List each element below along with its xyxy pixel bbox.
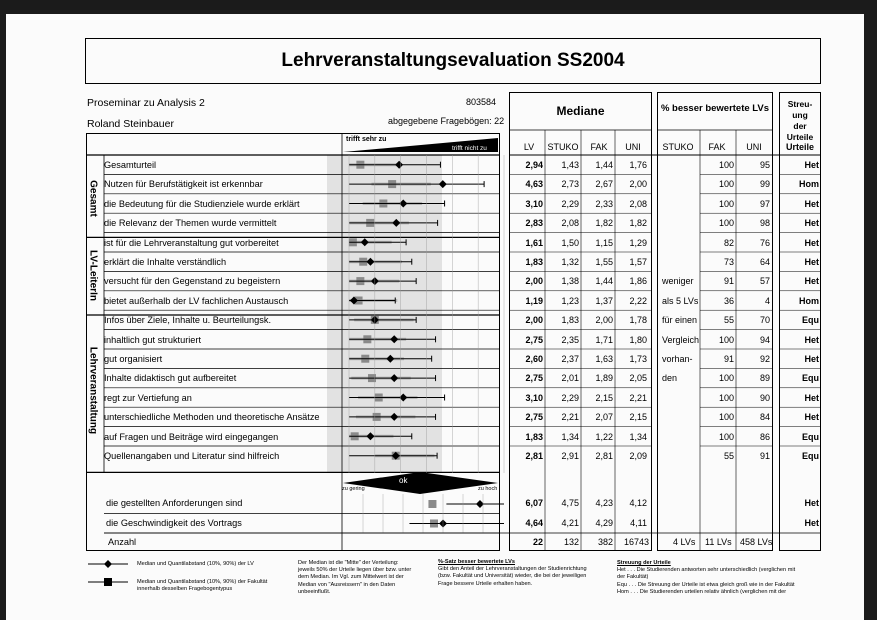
median-uni: 1,29 (629, 237, 647, 248)
median-lv: 2,81 (525, 451, 543, 461)
load-item-label: die gestellten Anforderungen sind (106, 498, 243, 508)
median-stuko: 2,37 (561, 354, 579, 364)
median-fak: 2,00 (595, 315, 613, 326)
pct-fak: 55 (723, 451, 734, 461)
load-item-label: die Geschwindigkeit des Vortrags (106, 517, 242, 528)
col-urteile: Urteile (785, 142, 814, 152)
spread-value: Het (804, 412, 819, 423)
spread-value: Het (804, 354, 819, 364)
pct-uni: 4 (764, 295, 770, 306)
median-fak: 2,15 (595, 392, 613, 403)
spread-value: Het (804, 160, 819, 170)
median-uni: 1,82 (629, 218, 647, 229)
median-lv: 1,83 (525, 431, 543, 442)
item-label: auf Fragen und Beiträge wird eingegangen (104, 431, 279, 442)
item-label: Quellenangaben und Literatur sind hilfreich (104, 451, 280, 461)
median-lv: 2,75 (525, 373, 543, 384)
median-stuko: 2,08 (561, 218, 579, 229)
median-fak: 1,15 (595, 237, 613, 248)
pct-uni: 84 (759, 412, 770, 423)
ok-left: zu gering (342, 486, 365, 492)
pct-fak: 91 (723, 276, 734, 287)
item-label: versucht für den Gegenstand zu begeistern (104, 276, 281, 287)
median-lv: 3,10 (525, 198, 543, 209)
item-label: Gesamturteil (104, 160, 157, 170)
pct-uni: 76 (759, 237, 770, 248)
pct-fak: 100 (718, 179, 734, 190)
median-stuko: 2,73 (561, 179, 579, 190)
legend-median-line: unbeeinflußt. (298, 588, 331, 595)
pct-fak: 91 (723, 354, 734, 364)
col-stuko: STUKO (547, 142, 579, 152)
lv-median-marker (476, 500, 484, 508)
spread-value: Het (804, 218, 819, 229)
legend-percent-line: (bzw. Fakultät und Universität) wieder, die bei der jeweiligen (438, 573, 587, 580)
median-uni: 4,12 (629, 498, 647, 508)
median-fak: 1,71 (595, 334, 613, 345)
legend-spread (617, 560, 795, 596)
pct-uni: 70 (759, 315, 770, 326)
spread-value: Het (804, 392, 819, 403)
median-lv: 2,94 (525, 160, 543, 170)
spread-value: Het (804, 237, 819, 248)
median-stuko: 1,50 (561, 237, 579, 248)
group-gesamt: Gesamt (87, 180, 99, 217)
legend-spread-line: Equ . . . Die Streuung der Urteile ist etwa gleich groß wie in der Fakultät (617, 581, 795, 588)
pct-fak: 100 (718, 431, 734, 442)
ok-mid: ok (399, 476, 408, 485)
ok-right: zu hoch (478, 486, 498, 492)
pct-stuko: weniger (662, 276, 694, 287)
count-lv: 22 (532, 537, 543, 547)
median-uni: 2,15 (629, 412, 647, 423)
count-label: Anzahl (108, 537, 137, 547)
item-label: inhaltlich gut strukturiert (104, 334, 202, 345)
spread-value: Het (804, 498, 819, 508)
scale-right-label: trifft nicht zu (452, 145, 487, 152)
median-lv: 2,60 (525, 354, 543, 364)
scale-left-label: trifft sehr zu (346, 136, 387, 143)
pct-stuko: als 5 LVs (662, 295, 699, 306)
pct-uni: 91 (759, 451, 770, 461)
count-stuko: 132 (563, 537, 579, 547)
median-uni: 2,21 (629, 392, 647, 403)
count-fak: 382 (597, 537, 613, 547)
median-uni: 1,80 (629, 334, 647, 345)
median-stuko: 1,34 (561, 431, 579, 442)
median-uni: 1,78 (629, 315, 647, 326)
median-fak: 2,33 (595, 198, 613, 209)
pct-uni: 89 (759, 373, 770, 384)
median-fak: 4,29 (595, 517, 613, 528)
median-fak: 1,63 (595, 354, 613, 364)
legend-lv-marker (104, 560, 112, 568)
count-pstuko: 4 LVs (673, 537, 696, 547)
count-pfak: 11 LVs (705, 537, 732, 547)
legend-percent-line: Frage bessere Urteile erhalten haben. (438, 580, 533, 587)
median-uni: 1,57 (629, 257, 647, 267)
median-lv: 4,63 (525, 179, 543, 190)
item-label: erklärt die Inhalte verständlich (104, 257, 227, 267)
median-uni: 1,86 (629, 276, 647, 287)
legend-fak-line2: innerhalb desselben Fragebogentypus (137, 586, 233, 593)
legend-spread-line: der Fakultät) (617, 574, 649, 581)
pct-fak: 100 (718, 198, 734, 209)
median-stuko: 1,43 (561, 160, 579, 170)
pct-uni: 95 (759, 160, 770, 170)
col-uni: UNI (625, 142, 641, 152)
item-label: Inhalte didaktisch gut aufbereitet (104, 373, 237, 384)
median-stuko: 1,38 (561, 276, 579, 287)
median-fak: 1,82 (595, 218, 613, 229)
lecturer-name: Roland Steinbauer (87, 118, 174, 130)
legend-percent (438, 559, 587, 588)
median-stuko: 2,01 (561, 373, 579, 384)
pct-fak: 82 (723, 237, 734, 248)
pct-fak: 100 (718, 392, 734, 403)
median-uni: 2,00 (629, 179, 647, 190)
pct-uni: 64 (759, 257, 770, 267)
median-lv: 2,00 (525, 276, 543, 287)
pct-fak: 100 (718, 160, 734, 170)
col-fak: FAK (590, 142, 608, 152)
course-code: 803584 (466, 97, 497, 107)
median-stuko: 2,21 (561, 412, 579, 423)
pct-stuko: vorhan- (662, 354, 693, 364)
median-lv: 6,07 (525, 498, 543, 508)
pct-uni: 97 (759, 198, 770, 209)
spread-value: Het (804, 517, 819, 528)
spread-value: Het (804, 198, 819, 209)
pct-fak: 100 (718, 373, 734, 384)
pct-fak: 100 (718, 334, 734, 345)
submitted-count: abgegebene Fragebögen: 22 (388, 116, 505, 126)
legend-median-line: dem Median. Im Vgl. zum Mittelwert ist der (298, 574, 404, 581)
item-label: Nutzen für Berufstätigkeit ist erkennbar (104, 179, 263, 190)
legend-median-line: Median von "Ausreissern" in den Daten (298, 581, 396, 588)
median-lv: 3,10 (525, 392, 543, 403)
spread-header-line: Urteile (786, 132, 814, 142)
pct-uni: 98 (759, 218, 770, 229)
item-label: gut organisiert (104, 354, 163, 364)
spread-value: Equ (802, 315, 819, 326)
median-fak: 2,07 (595, 412, 613, 423)
spread-value: Het (804, 257, 819, 267)
median-fak: 1,55 (595, 257, 613, 267)
median-stuko: 2,29 (561, 198, 579, 209)
page-title: Lehrveranstaltungsevaluation SS2004 (85, 38, 821, 84)
median-uni: 2,08 (629, 198, 647, 209)
median-uni: 2,09 (629, 451, 647, 461)
pct-fak: 73 (723, 257, 734, 267)
median-uni: 1,34 (629, 431, 647, 442)
median-fak: 1,37 (595, 295, 613, 306)
spread-header-line: ung (792, 110, 808, 120)
pct-uni: 57 (759, 276, 770, 287)
group-lv-leiterin: LV-LeiterIn (87, 250, 99, 301)
spread-value: Het (804, 334, 819, 345)
legend-spread-line: Hom . . . Die Studierenden urteilen relativ ähnlich (verglichen mit der (617, 588, 787, 595)
course-name: Proseminar zu Analysis 2 (87, 97, 205, 109)
median-lv: 4,64 (525, 517, 543, 528)
median-lv: 1,83 (525, 257, 543, 267)
median-lv: 1,61 (525, 237, 543, 248)
pct-uni: 90 (759, 392, 770, 403)
count-uni: 16743 (623, 537, 649, 547)
spread-header-line: Streu- (787, 99, 813, 109)
median-fak: 1,89 (595, 373, 613, 384)
legend-lv: Median und Quantilabstand (10%, 90%) der LV (137, 561, 254, 567)
median-uni: 1,73 (629, 354, 647, 364)
median-stuko: 1,23 (561, 295, 579, 306)
legend-median (298, 560, 411, 596)
col-pstuko: STUKO (662, 142, 694, 152)
legend-fak-marker (104, 578, 112, 586)
median-stuko: 4,21 (561, 517, 579, 528)
legend-spread-line: Streuung der Urteile (617, 560, 671, 566)
spread-value: Equ (802, 373, 819, 384)
pct-fak: 100 (718, 218, 734, 229)
spread-value: Hom (799, 295, 819, 306)
pct-uni: 86 (759, 431, 770, 442)
item-label: ist für die Lehrveranstaltung gut vorbereitet (104, 237, 279, 248)
median-fak: 1,44 (595, 160, 613, 170)
median-uni: 2,22 (629, 295, 647, 306)
median-fak: 2,81 (595, 451, 613, 461)
percent-header: % besser bewertete LVs (660, 103, 770, 114)
median-uni: 4,11 (630, 517, 647, 528)
item-label: Infos über Ziele, Inhalte u. Beurteilungsk. (104, 315, 272, 326)
col-puni: UNI (746, 142, 762, 152)
legend-fak-line1: Median und Quantilabstand (10%, 90%) der Fakultät (137, 579, 268, 585)
item-label: bietet außerhalb der LV fachlichen Austausch (104, 295, 289, 306)
legend-median-line: Der Median ist die "Mitte" der Verteilung: (298, 560, 399, 566)
pct-uni: 92 (759, 354, 770, 364)
median-lv: 2,83 (525, 218, 543, 229)
col-pfak: FAK (708, 142, 726, 152)
median-fak: 1,22 (595, 431, 613, 442)
legend-percent-line: Gibt den Anteil der Lehrveranstaltungen der Studienrichtung (438, 566, 587, 573)
pct-fak: 100 (718, 412, 734, 423)
item-label: die Relevanz der Themen wurde vermittelt (104, 218, 277, 229)
median-lv: 1,19 (525, 295, 543, 306)
count-puni: 458 LVs (740, 537, 773, 547)
median-lv: 2,75 (525, 334, 543, 345)
col-lv: LV (523, 142, 535, 152)
item-label: die Bedeutung für die Studienziele wurde erklärt (104, 198, 300, 209)
item-label: regt zur Vertiefung an (104, 392, 192, 403)
median-fak: 4,23 (595, 498, 613, 508)
fak-median-marker (428, 500, 436, 508)
pct-uni: 99 (759, 179, 770, 190)
pct-stuko: den (662, 373, 678, 384)
spread-value: Equ (802, 431, 819, 442)
median-stuko: 2,35 (561, 334, 579, 345)
median-lv: 2,00 (525, 315, 543, 326)
median-stuko: 1,32 (561, 257, 579, 267)
median-lv: 2,75 (525, 412, 543, 423)
ok-scale-shape (343, 472, 498, 494)
median-stuko: 2,29 (561, 392, 579, 403)
spread-value: Equ (802, 451, 819, 461)
legend-median-line: jeweils 50% der Urteile liegen über bzw. unter (298, 567, 412, 574)
median-stuko: 1,83 (561, 315, 579, 326)
median-stuko: 4,75 (561, 498, 579, 508)
pct-uni: 94 (759, 334, 770, 345)
pct-fak: 55 (723, 315, 734, 326)
legend-fak (137, 579, 267, 593)
median-stuko: 2,91 (561, 451, 579, 461)
pct-stuko: für einen (662, 315, 698, 326)
spread-value: Hom (799, 179, 819, 190)
item-label: unterschiedliche Methoden und theoretische Ansätze (104, 412, 320, 423)
median-uni: 2,05 (629, 373, 647, 384)
pct-stuko: Vergleich (662, 334, 700, 345)
median-fak: 1,44 (595, 276, 613, 287)
median-fak: 2,67 (595, 179, 613, 190)
spread-header-line: der (793, 121, 807, 131)
spread-value: Het (804, 276, 819, 287)
median-uni: 1,76 (629, 160, 647, 170)
group-lehrveranstaltung: Lehrveranstaltung (87, 346, 99, 435)
medians-header: Mediane (556, 104, 605, 118)
legend-spread-line: Het . . . Die Studierenden antworten sehr unterschiedlich (verglichen mit (617, 567, 796, 574)
legend-percent-line: %-Satz besser bewertete LVs (438, 559, 515, 565)
pct-fak: 36 (723, 295, 734, 306)
